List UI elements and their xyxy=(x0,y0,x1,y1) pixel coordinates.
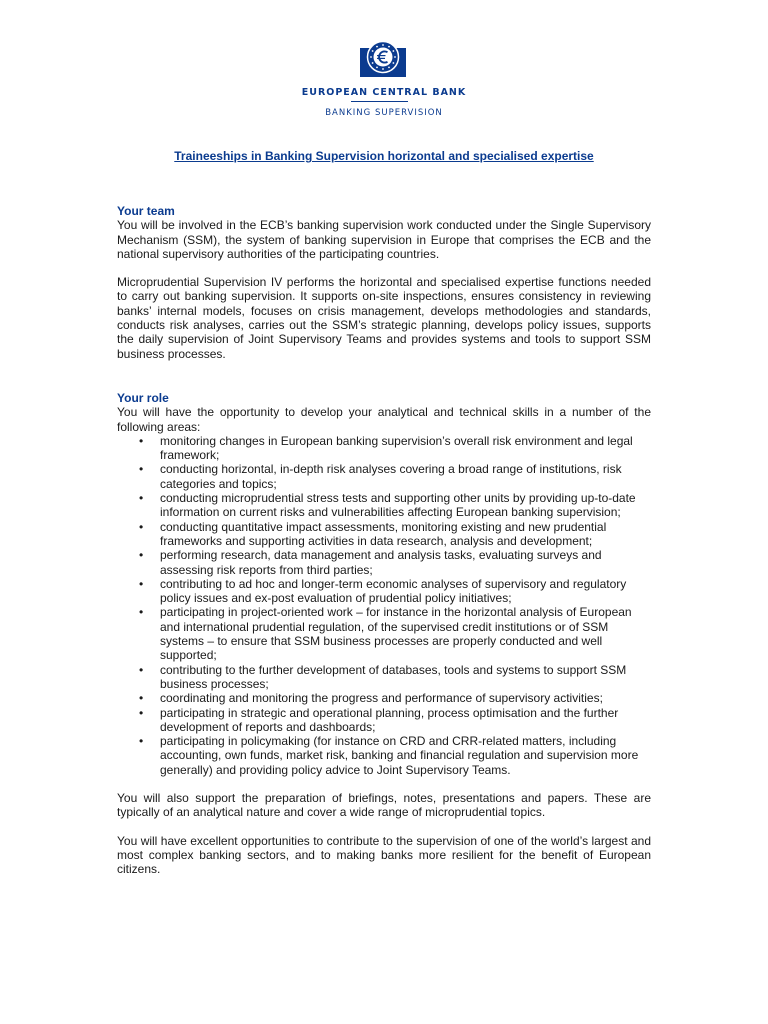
bullet-icon: • xyxy=(139,519,144,534)
list-item: • participating in policymaking (for instance on CRD and CRR-related matters, including accounting, own funds, market risk, banking and financial regulation and supervision more generally) and providing policy advice to Joint Supervisory Teams. xyxy=(139,734,639,777)
bullet-icon: • xyxy=(139,705,144,720)
bullet-icon: • xyxy=(139,662,144,677)
ecb-euro-logo-icon xyxy=(358,40,408,78)
list-item: • participating in strategic and operational planning, process optimisation and the further development of reports and dashboards; xyxy=(139,705,619,734)
bullet-icon: • xyxy=(139,491,144,506)
bullet-icon: • xyxy=(139,433,144,448)
bullet-icon: • xyxy=(139,462,144,477)
org-name: EUROPEAN CENTRAL BANK xyxy=(301,87,467,98)
document-title: Traineeships in Banking Supervision horizontal and specialised expertise xyxy=(174,149,594,163)
list-item: • conducting horizontal, in-depth risk analyses covering a broad range of institutions, risk categories and topics; xyxy=(139,462,622,491)
document-body xyxy=(117,204,651,890)
list-item: • conducting microprudential stress tests and supporting other units by providing up-to-date information on current risks and vulnerabilities affecting European banking supervision; xyxy=(139,491,636,520)
list-item: • contributing to ad hoc and longer-term economic analyses of supervisory and regulatory policy issues and ex-post evaluation of prudential policy initiatives; xyxy=(139,576,627,606)
org-subtitle: BANKING SUPERVISION xyxy=(325,108,443,118)
support-paragraph: You will also support the preparation of briefings, notes, presentations and papers. These are typically of an analytical nature and cover a wide range of microprudential topics. xyxy=(117,790,651,820)
list-item: • performing research, data management and analysis tasks, evaluating surveys and assessing risk reports from third parties; xyxy=(139,548,602,577)
list-item: • participating in project-oriented work – for instance in the horizontal analysis of European and international prudential regulation, of the supervised credit institutions or of SSM systems – to ensure that SSM business processes are properly conducted and well supported; xyxy=(139,605,632,663)
list-item: • monitoring changes in European banking supervision’s overall risk environment and legal framework; xyxy=(139,433,633,463)
bullet-icon: • xyxy=(139,548,144,563)
list-item: • contributing to the further development of databases, tools and systems to support SSM business processes; xyxy=(139,662,627,691)
opportunity-paragraph: You will have excellent opportunities to contribute to the supervision of one of the world’s largest and most complex banking sectors, and to making banks more resilient for the benefit of European citizens. xyxy=(117,833,651,877)
role-task-list xyxy=(117,434,651,777)
list-item: • conducting quantitative impact assessments, monitoring existing and new prudential frameworks and supporting activities in data research, analysis and development; xyxy=(139,519,607,548)
team-heading: Your team xyxy=(117,204,175,218)
bullet-icon: • xyxy=(139,605,144,620)
bullet-icon: • xyxy=(139,691,144,706)
team-paragraph-2: Microprudential Supervision IV performs the horizontal and specialised expertise functions needed to carry out banking supervision. It supports on-site inspections, ensures consistency in reviewing banks’ internal models, focuses on crisis management, develops methodologies and standards, conducts risk analyses, carries out the SSM’s strategic planning, develops policy issues, supports the daily supervision of Joint Supervisory Teams and provides systems and tools to support SSM business processes. xyxy=(117,275,651,361)
bullet-icon: • xyxy=(139,576,144,591)
header xyxy=(0,40,768,124)
bullet-icon: • xyxy=(139,734,144,749)
team-paragraph-1: You will be involved in the ECB’s banking supervision work conducted under the Single Supervisory Mechanism (SSM), the system of banking supervision in Europe that comprises the ECB and the national supervisory authorities of the participating countries. xyxy=(117,218,651,261)
role-intro: You will have the opportunity to develop your analytical and technical skills in a number of the following areas: xyxy=(117,405,651,434)
role-heading: Your role xyxy=(117,390,169,405)
list-item: • coordinating and monitoring the progress and performance of supervisory activities; xyxy=(139,691,603,706)
org-divider xyxy=(351,101,408,102)
